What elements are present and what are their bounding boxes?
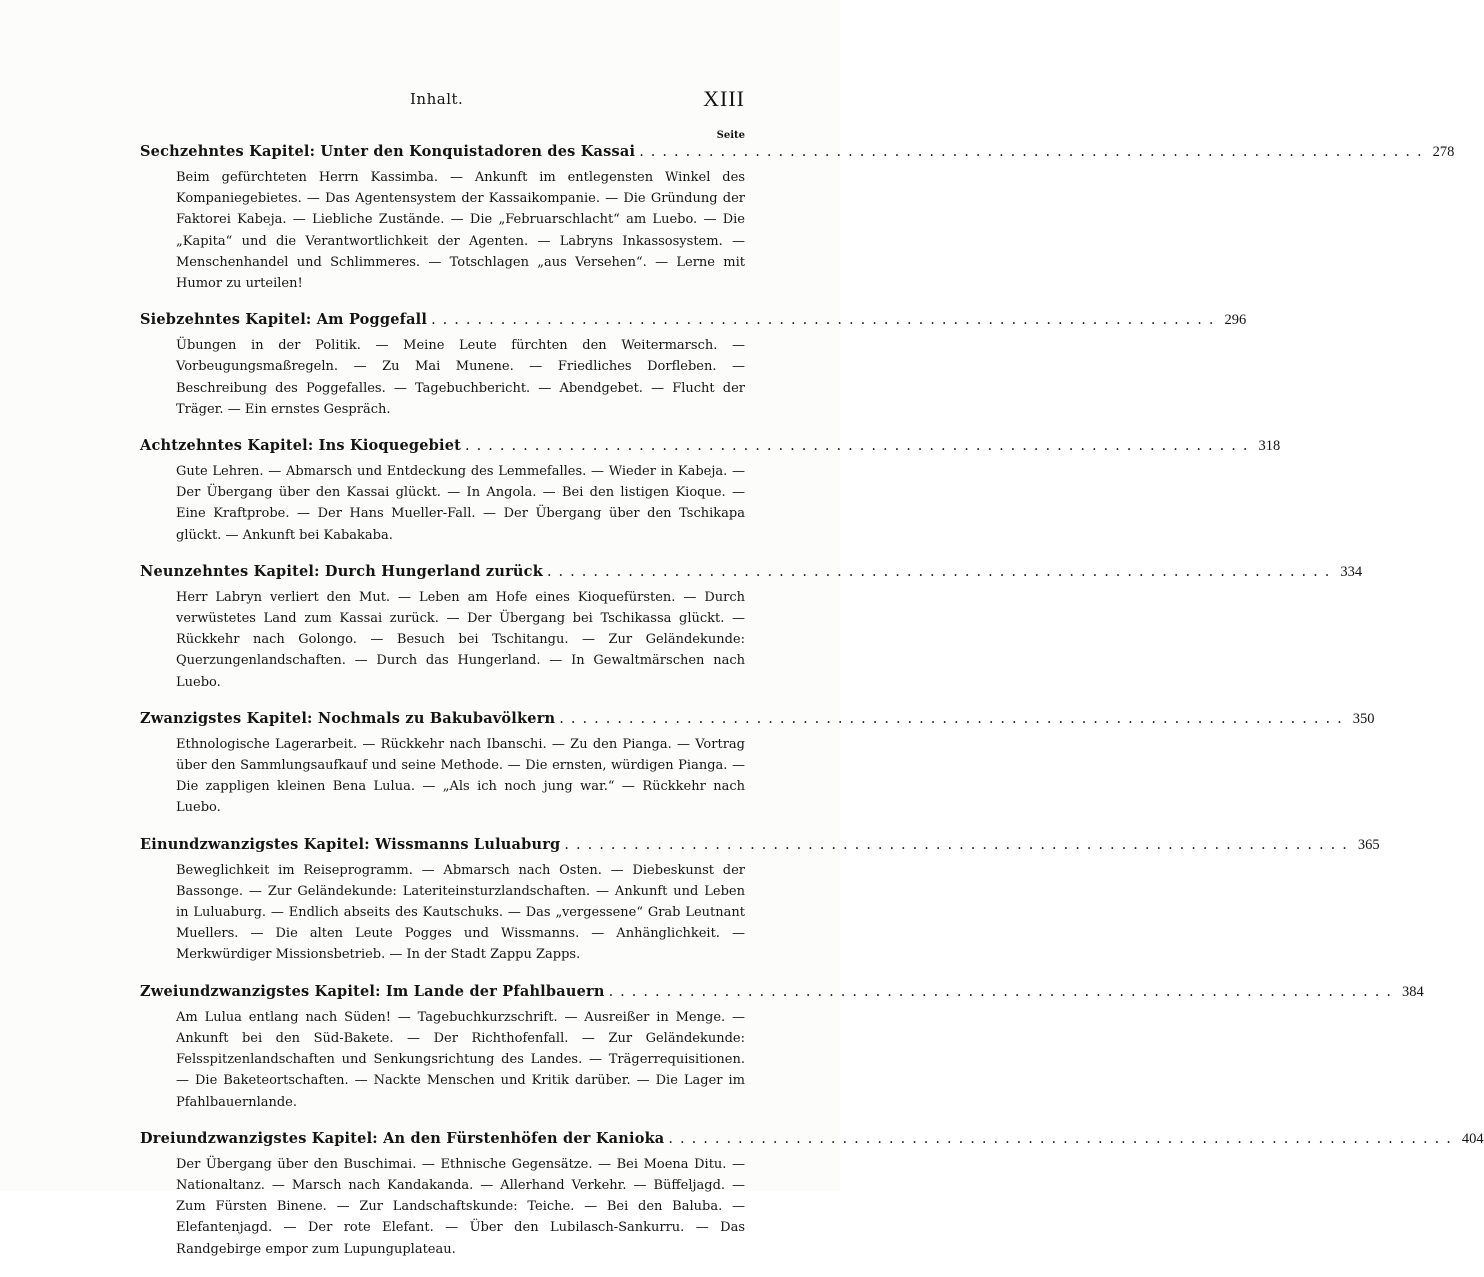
toc-entry: [140, 562, 1363, 693]
chapter-page: 404: [1461, 1130, 1484, 1147]
leader-dots: ....................................................................: [559, 710, 1349, 727]
toc-entry-heading: [140, 835, 1380, 858]
chapter-page: 318: [1258, 438, 1281, 455]
leader-dots: ....................................................................: [431, 312, 1221, 329]
chapter-title: Neunzehntes Kapitel: Durch Hungerland zurück: [140, 562, 543, 580]
toc-entry: [140, 437, 1281, 546]
toc-entry: [140, 835, 1380, 966]
chapter-page: 278: [1432, 144, 1455, 160]
toc-entry-heading: [140, 143, 1455, 165]
chapter-title: Achtzehntes Kapitel: Ins Kioquegebiet: [140, 437, 462, 455]
toc-entry: [140, 1129, 1484, 1260]
chapter-page: 384: [1402, 983, 1424, 1000]
toc-entry-heading: [140, 709, 1375, 732]
toc-entry: [140, 982, 1424, 1113]
toc-entry: [140, 709, 1375, 819]
leader-dots: ....................................................................: [608, 983, 1398, 1000]
toc-entry-heading: [140, 437, 1281, 459]
chapter-title: Sechzehntes Kapitel: Unter den Konquistadoren des Kassai: [140, 143, 636, 160]
toc-entry-heading: [140, 982, 1424, 1005]
chapter-page: 350: [1352, 710, 1375, 727]
toc-entry-heading: [140, 562, 1363, 585]
chapter-page: 365: [1357, 836, 1380, 853]
chapter-title: Zwanzigstes Kapitel: Nochmals zu Bakubavölkern: [140, 709, 556, 727]
chapter-page: 296: [1224, 312, 1247, 329]
chapter-summary: Am Lulua entlang nach Süden! — Tagebuchkurzschrift. — Ausreißer in Menge. — Ankunft bei den Süd-Bakete. — Der Richthofenfall. — Zur Geländekunde: Felsspitzenlandschaften und Senkungsrichtung des Landes. — Trägerrequisitionen. — Die Baketeortschaften. — Nackte Menschen und Kritik darüber. — Die Lager im Pfahlbauernlande.: [176, 1009, 745, 1110]
leader-dots: ....................................................................: [465, 438, 1255, 455]
chapter-title: Dreiundzwanzigstes Kapitel: An den Fürstenhöfen der Kanioka: [140, 1129, 665, 1147]
chapter-summary: Herr Labryn verliert den Mut. — Leben am Hofe eines Kioquefürsten. — Durch verwüstetes Land zum Kassai zurück. — Der Übergang bei Tschikassa glückt. — Rückkehr nach Golongo. — Besuch bei Tschitangu. — Zur Geländekunde: Querzungenlandschaften. — Durch das Hungerland. — In Gewaltmärschen nach Luebo.: [176, 589, 745, 690]
chapter-summary: Beweglichkeit im Reiseprogramm. — Abmarsch nach Osten. — Diebeskunst der Bassonge. — Zur Geländekunde: Lateriteinsturzlandschaften. — Ankunft und Leben in Luluaburg. — Endlich abseits des Kautschuks. — Das „vergessene“ Grab Leutnant Muellers. — Die alten Leute Pogges und Wissmanns. — Anhänglichkeit. — Merkwürdiger Missionsbetrieb. — In der Stadt Zappu Zapps.: [176, 862, 745, 963]
chapter-title: Einundzwanzigstes Kapitel: Wissmanns Luluaburg: [140, 835, 561, 853]
chapter-summary: Ethnologische Lagerarbeit. — Rückkehr nach Ibanschi. — Zu den Pianga. — Vortrag über den Sammlungsaufkauf und seine Methode. — Die ernsten, würdigen Pianga. — Die zappligen kleinen Bena Lulua. — „Als ich noch jung war.“ — Rückkehr nach Luebo.: [176, 736, 745, 816]
chapter-page: 334: [1340, 563, 1363, 580]
running-title: Inhalt.: [410, 90, 464, 108]
page-header: [140, 86, 745, 116]
chapter-summary: Der Übergang über den Buschimai. — Ethnische Gegensätze. — Bei Moena Ditu. — Nationaltanz. — Marsch nach Kandakanda. — Allerhand Verkehr. — Büffeljagd. — Zum Fürsten Binene. — Zur Landschaftskunde: Teiche. — Bei den Baluba. — Elefantenjagd. — Der rote Elefant. — Über den Lubilasch-Sankurru. — Das Randgebirge empor zum Lupunguplateau.: [176, 1156, 745, 1257]
chapter-summary: Gute Lehren. — Abmarsch und Entdeckung des Lemmefalles. — Wieder in Kabeja. — Der Übergang über den Kassai glückt. — In Angola. — Bei den listigen Kioque. — Eine Kraftprobe. — Der Hans Mueller-Fall. — Der Übergang über den Tschikapa glückt. — Ankunft bei Kabakaba.: [176, 464, 745, 543]
leader-dots: ....................................................................: [564, 836, 1354, 853]
chapter-summary: Beim gefürchteten Herrn Kassimba. — Ankunft im entlegensten Winkel des Kompaniegebietes. — Das Agentensystem der Kassaikompanie. — Die Gründung der Faktorei Kabeja. — Liebliche Zustände. — Die „Februarschlacht“ am Luebo. — Die „Kapita“ und die Verantwortlichkeit der Agenten. — Labryns Inkassosystem. — Menschenhandel und Schlimmeres. — Totschlagen „aus Versehen“. — Lerne mit Humor zu urteilen!: [176, 170, 745, 292]
table-of-contents: [140, 143, 1484, 1277]
toc-entry: [140, 311, 1247, 420]
page-number: XIII: [703, 86, 745, 111]
chapter-title: Siebzehntes Kapitel: Am Poggefall: [140, 311, 428, 329]
leader-dots: ....................................................................: [546, 563, 1337, 580]
toc-entry-heading: [140, 1129, 1484, 1152]
toc-entry: [140, 143, 1455, 294]
chapter-title: Zweiundzwanzigstes Kapitel: Im Lande der Pfahlbauern: [140, 982, 605, 1000]
chapter-summary: Übungen in der Politik. — Meine Leute fürchten den Weitermarsch. — Vorbeugungsmaßregeln. — Zu Mai Munene. — Friedliches Dorfleben. — Beschreibung des Poggefalles. — Tagebuchbericht. — Abendgebet. — Flucht der Träger. — Ein ernstes Gespräch.: [176, 338, 745, 417]
leader-dots: ....................................................................: [639, 144, 1429, 160]
page-column-label: Seite: [716, 130, 745, 141]
leader-dots: ....................................................................: [668, 1130, 1458, 1147]
toc-entry-heading: [140, 311, 1247, 333]
